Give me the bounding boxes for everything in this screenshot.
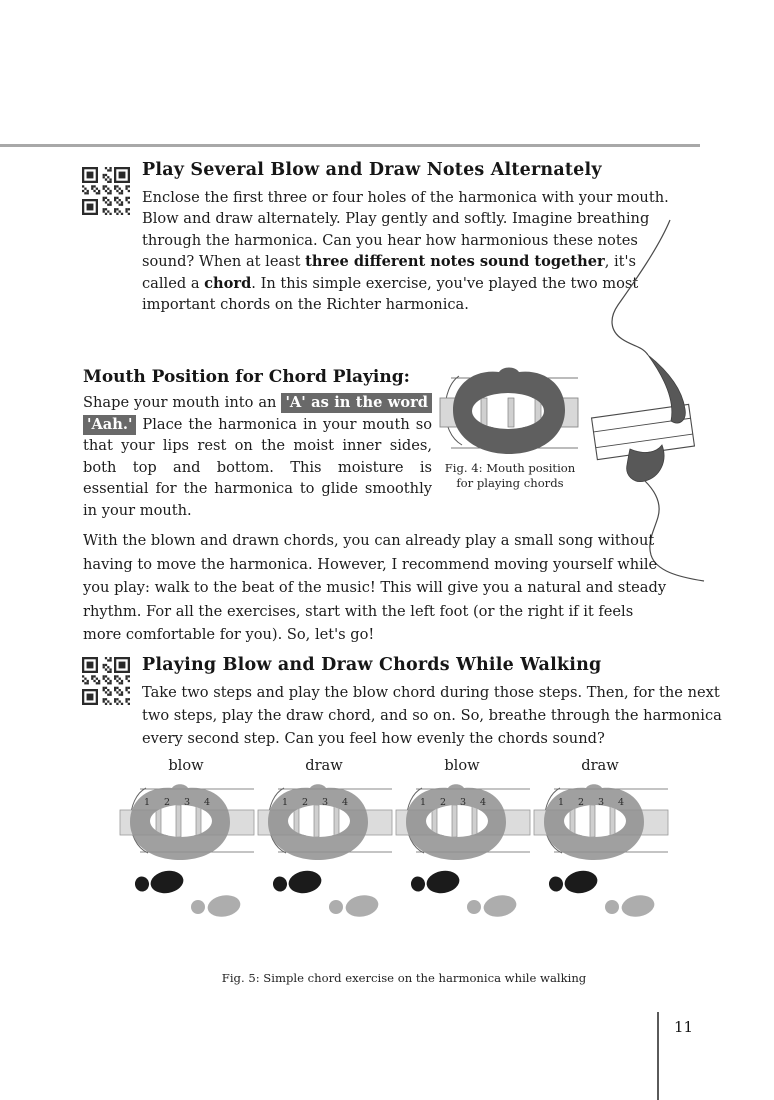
hole-number: 4 — [203, 797, 210, 808]
text-run: Place the harmonica in your mouth so that your lips rest on the moist inner sides, both top and bottom. This moisture is essential for the harmonica to glide smoothly in your mouth. — [83, 415, 432, 519]
right-footprint-icon — [605, 893, 656, 919]
hole-number: 4 — [617, 797, 624, 808]
page-number: 11 — [674, 1018, 694, 1036]
diagram-label: draw — [581, 757, 619, 774]
hole-number: 4 — [341, 797, 348, 808]
hole-number: 3 — [321, 797, 328, 808]
section1-heading: Play Several Blow and Draw Notes Alternately — [142, 160, 602, 180]
top-rule — [0, 144, 700, 147]
right-footprint-icon — [191, 893, 242, 919]
qr-code-icon — [82, 167, 130, 215]
hole-number: 2 — [163, 797, 170, 808]
left-footprint-icon — [271, 868, 323, 895]
right-footprint-icon — [329, 893, 380, 919]
hole-number: 2 — [301, 797, 308, 808]
fig4-caption-line1: Fig. 4: Mouth position — [444, 461, 576, 475]
hole-number: 2 — [439, 797, 446, 808]
harmonica-holes — [426, 805, 488, 837]
walking-paragraph: With the blown and drawn chords, you can already play a small song without having to move the harmonica. However, I recommend moving yourself while you play: walk to the beat of the music! This will give you a natural and steady rhythm. For all the exercises, start with the left foot (or the right if it feels more comfortable for you). So, let's go! — [83, 532, 667, 644]
fig5-diagram-draw-1 — [255, 757, 393, 950]
diagram-label: draw — [305, 757, 343, 774]
left-footprint-icon — [547, 868, 599, 895]
highlighted-text: 'A' as in the word — [281, 393, 432, 413]
mouth-walking-diagram — [532, 780, 669, 950]
hole-number: 3 — [597, 797, 604, 808]
harmonica-holes — [564, 805, 626, 837]
fig4-caption-line2: for playing chords — [456, 476, 564, 490]
hole-number: 1 — [557, 797, 564, 808]
section2-paragraph: Take two steps and play the blow chord during those steps. Then, for the next two steps, play the draw chord, and so on. So, breathe through the harmonica every second step. Can you feel how evenly the chords sound? — [142, 684, 722, 748]
mouth-walking-diagram — [118, 780, 255, 950]
harmonica-holes — [472, 393, 544, 429]
bold-text: chord — [204, 274, 252, 292]
harmonica-holes — [150, 805, 212, 837]
text-run: , it's called a — [142, 253, 636, 292]
right-footprint-icon — [467, 893, 518, 919]
fig5-diagram-blow-2 — [393, 757, 531, 950]
fig5-diagram-blow-0 — [117, 757, 255, 950]
highlighted-text: 'Aah.' — [83, 415, 136, 435]
text-run: Enclose the first three or four holes of the harmonica with your mouth. Blow and draw alternately. Play gently and softly. Imagine breathing through the harmonica. Can you hear how harmonious these notes sound? When at least — [142, 189, 669, 271]
text-run: . In this simple exercise, you've played the two most important chords on the Richter harmonica. — [142, 274, 639, 314]
qr-code-icon — [82, 657, 130, 705]
hole-number: 1 — [281, 797, 288, 808]
hole-number: 3 — [183, 797, 190, 808]
hole-number: 1 — [419, 797, 426, 808]
mouth-walking-diagram — [394, 780, 531, 950]
mouth-position-heading: Mouth Position for Chord Playing: — [83, 367, 410, 387]
mouth-position-paragraph — [83, 392, 432, 522]
left-footprint-icon — [409, 868, 461, 895]
fig5-diagram-row — [117, 757, 669, 950]
section2-heading: Playing Blow and Draw Chords While Walking — [142, 655, 602, 675]
diagram-label: blow — [444, 757, 480, 774]
harmonica-holes — [288, 805, 350, 837]
hole-number: 3 — [459, 797, 466, 808]
hole-number: 4 — [479, 797, 486, 808]
footer-divider — [657, 1012, 659, 1100]
fig5-caption: Fig. 5: Simple chord exercise on the harmonica while walking — [221, 971, 587, 985]
fig5-diagram-draw-3 — [531, 757, 669, 950]
text-run: Shape your mouth into an — [83, 394, 282, 411]
hole-number: 2 — [577, 797, 584, 808]
left-footprint-icon — [133, 868, 185, 895]
fig4-caption — [425, 461, 595, 491]
mouth-walking-diagram — [256, 780, 393, 950]
hole-number: 1 — [143, 797, 150, 808]
bold-text: three different notes sound together — [305, 253, 605, 271]
diagram-label: blow — [168, 757, 204, 774]
nose-profile-line — [612, 220, 670, 355]
fig4-mouth-illustration — [437, 362, 582, 462]
